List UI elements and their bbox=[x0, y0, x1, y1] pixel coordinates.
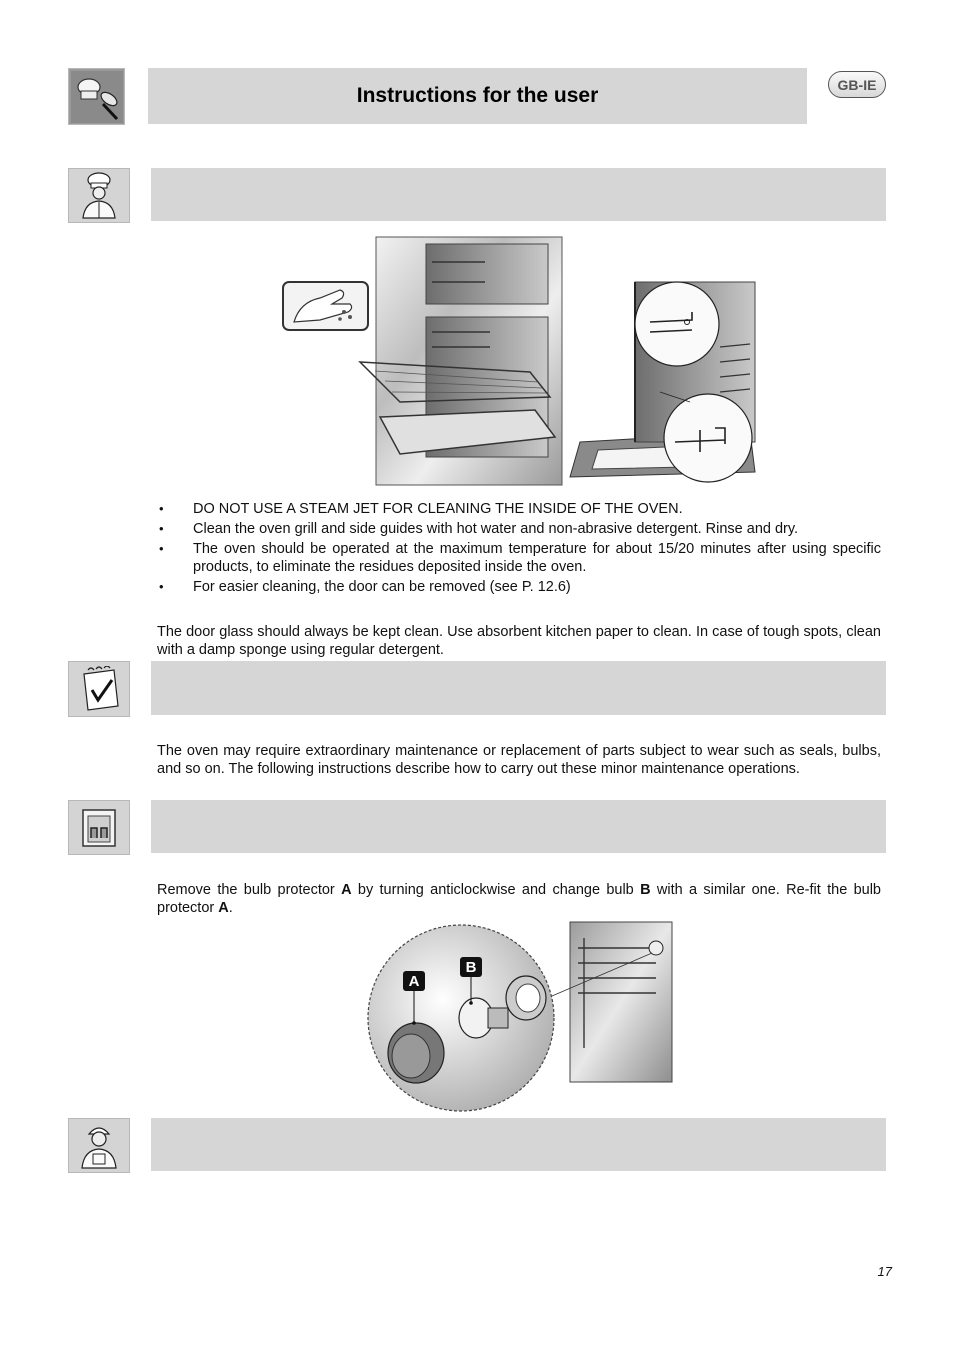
bulb-label-a-inline: A bbox=[341, 882, 352, 898]
bulb-callout-b: B bbox=[460, 957, 482, 977]
list-item: • DO NOT USE A STEAM JET FOR CLEANING THE INSIDE OF THE OVEN. bbox=[157, 500, 881, 518]
section-bulb-bar bbox=[151, 800, 886, 853]
section-maintenance-bar bbox=[151, 661, 886, 715]
technician-icon bbox=[77, 1122, 121, 1170]
bulb-label-a-inline: A bbox=[218, 900, 229, 916]
oven-icon bbox=[79, 808, 119, 848]
bulb-text-part: with a similar one. Re-fit the bulb protector bbox=[157, 882, 881, 916]
page-title: Instructions for the user bbox=[148, 68, 807, 124]
cleaning-bullet-list bbox=[157, 500, 881, 596]
section-service-icon-box bbox=[68, 1118, 130, 1173]
section-maintenance-icon-box bbox=[68, 661, 130, 717]
bulb-label-b-inline: B bbox=[640, 882, 651, 898]
bulb-text-part: . bbox=[228, 900, 233, 916]
spoon-chef-hat-icon bbox=[71, 71, 123, 123]
section-cleaning-bar bbox=[151, 168, 886, 221]
section-cleaning-icon-box bbox=[68, 168, 130, 223]
door-glass-text: The door glass should always be kept clean. Use absorbent kitchen paper to clean. In case of tough spots, clean with a damp sponge using regular detergent. bbox=[157, 624, 881, 658]
list-item: • The oven should be operated at the maximum temperature for about 15/20 minutes after using specific products, to eliminate the residues deposited inside the oven. bbox=[157, 540, 881, 576]
bulb-text-part: by turning anticlockwise and change bulb bbox=[351, 882, 641, 898]
page-number: 17 bbox=[877, 1264, 892, 1279]
list-item: • For easier cleaning, the door can be removed (see P. 12.6) bbox=[157, 578, 881, 596]
hand-cloth-icon bbox=[283, 282, 368, 330]
notepad-check-icon bbox=[74, 666, 124, 712]
section-bulb-icon-box bbox=[68, 800, 130, 855]
bulb-instructions-text bbox=[157, 881, 881, 917]
oven-cleaning-illustration bbox=[280, 232, 760, 487]
bulb-replacement-illustration bbox=[366, 918, 676, 1118]
cleaning-instructions bbox=[157, 500, 881, 598]
section-service-bar bbox=[151, 1118, 886, 1171]
list-item: • Clean the oven grill and side guides with hot water and non-abrasive detergent. Rinse and dry. bbox=[157, 520, 881, 538]
maintenance-text: The oven may require extraordinary maintenance or replacement of parts subject to wear such as seals, bulbs, and so on. The following instructions describe how to carry out these minor maintenance operations. bbox=[157, 743, 881, 777]
header-icon-box bbox=[68, 68, 125, 125]
region-badge: GB-IE bbox=[828, 71, 886, 98]
chef-icon bbox=[77, 172, 121, 220]
bulb-callout-a: A bbox=[403, 971, 425, 991]
bulb-text-part: Remove the bulb protector bbox=[157, 882, 342, 898]
